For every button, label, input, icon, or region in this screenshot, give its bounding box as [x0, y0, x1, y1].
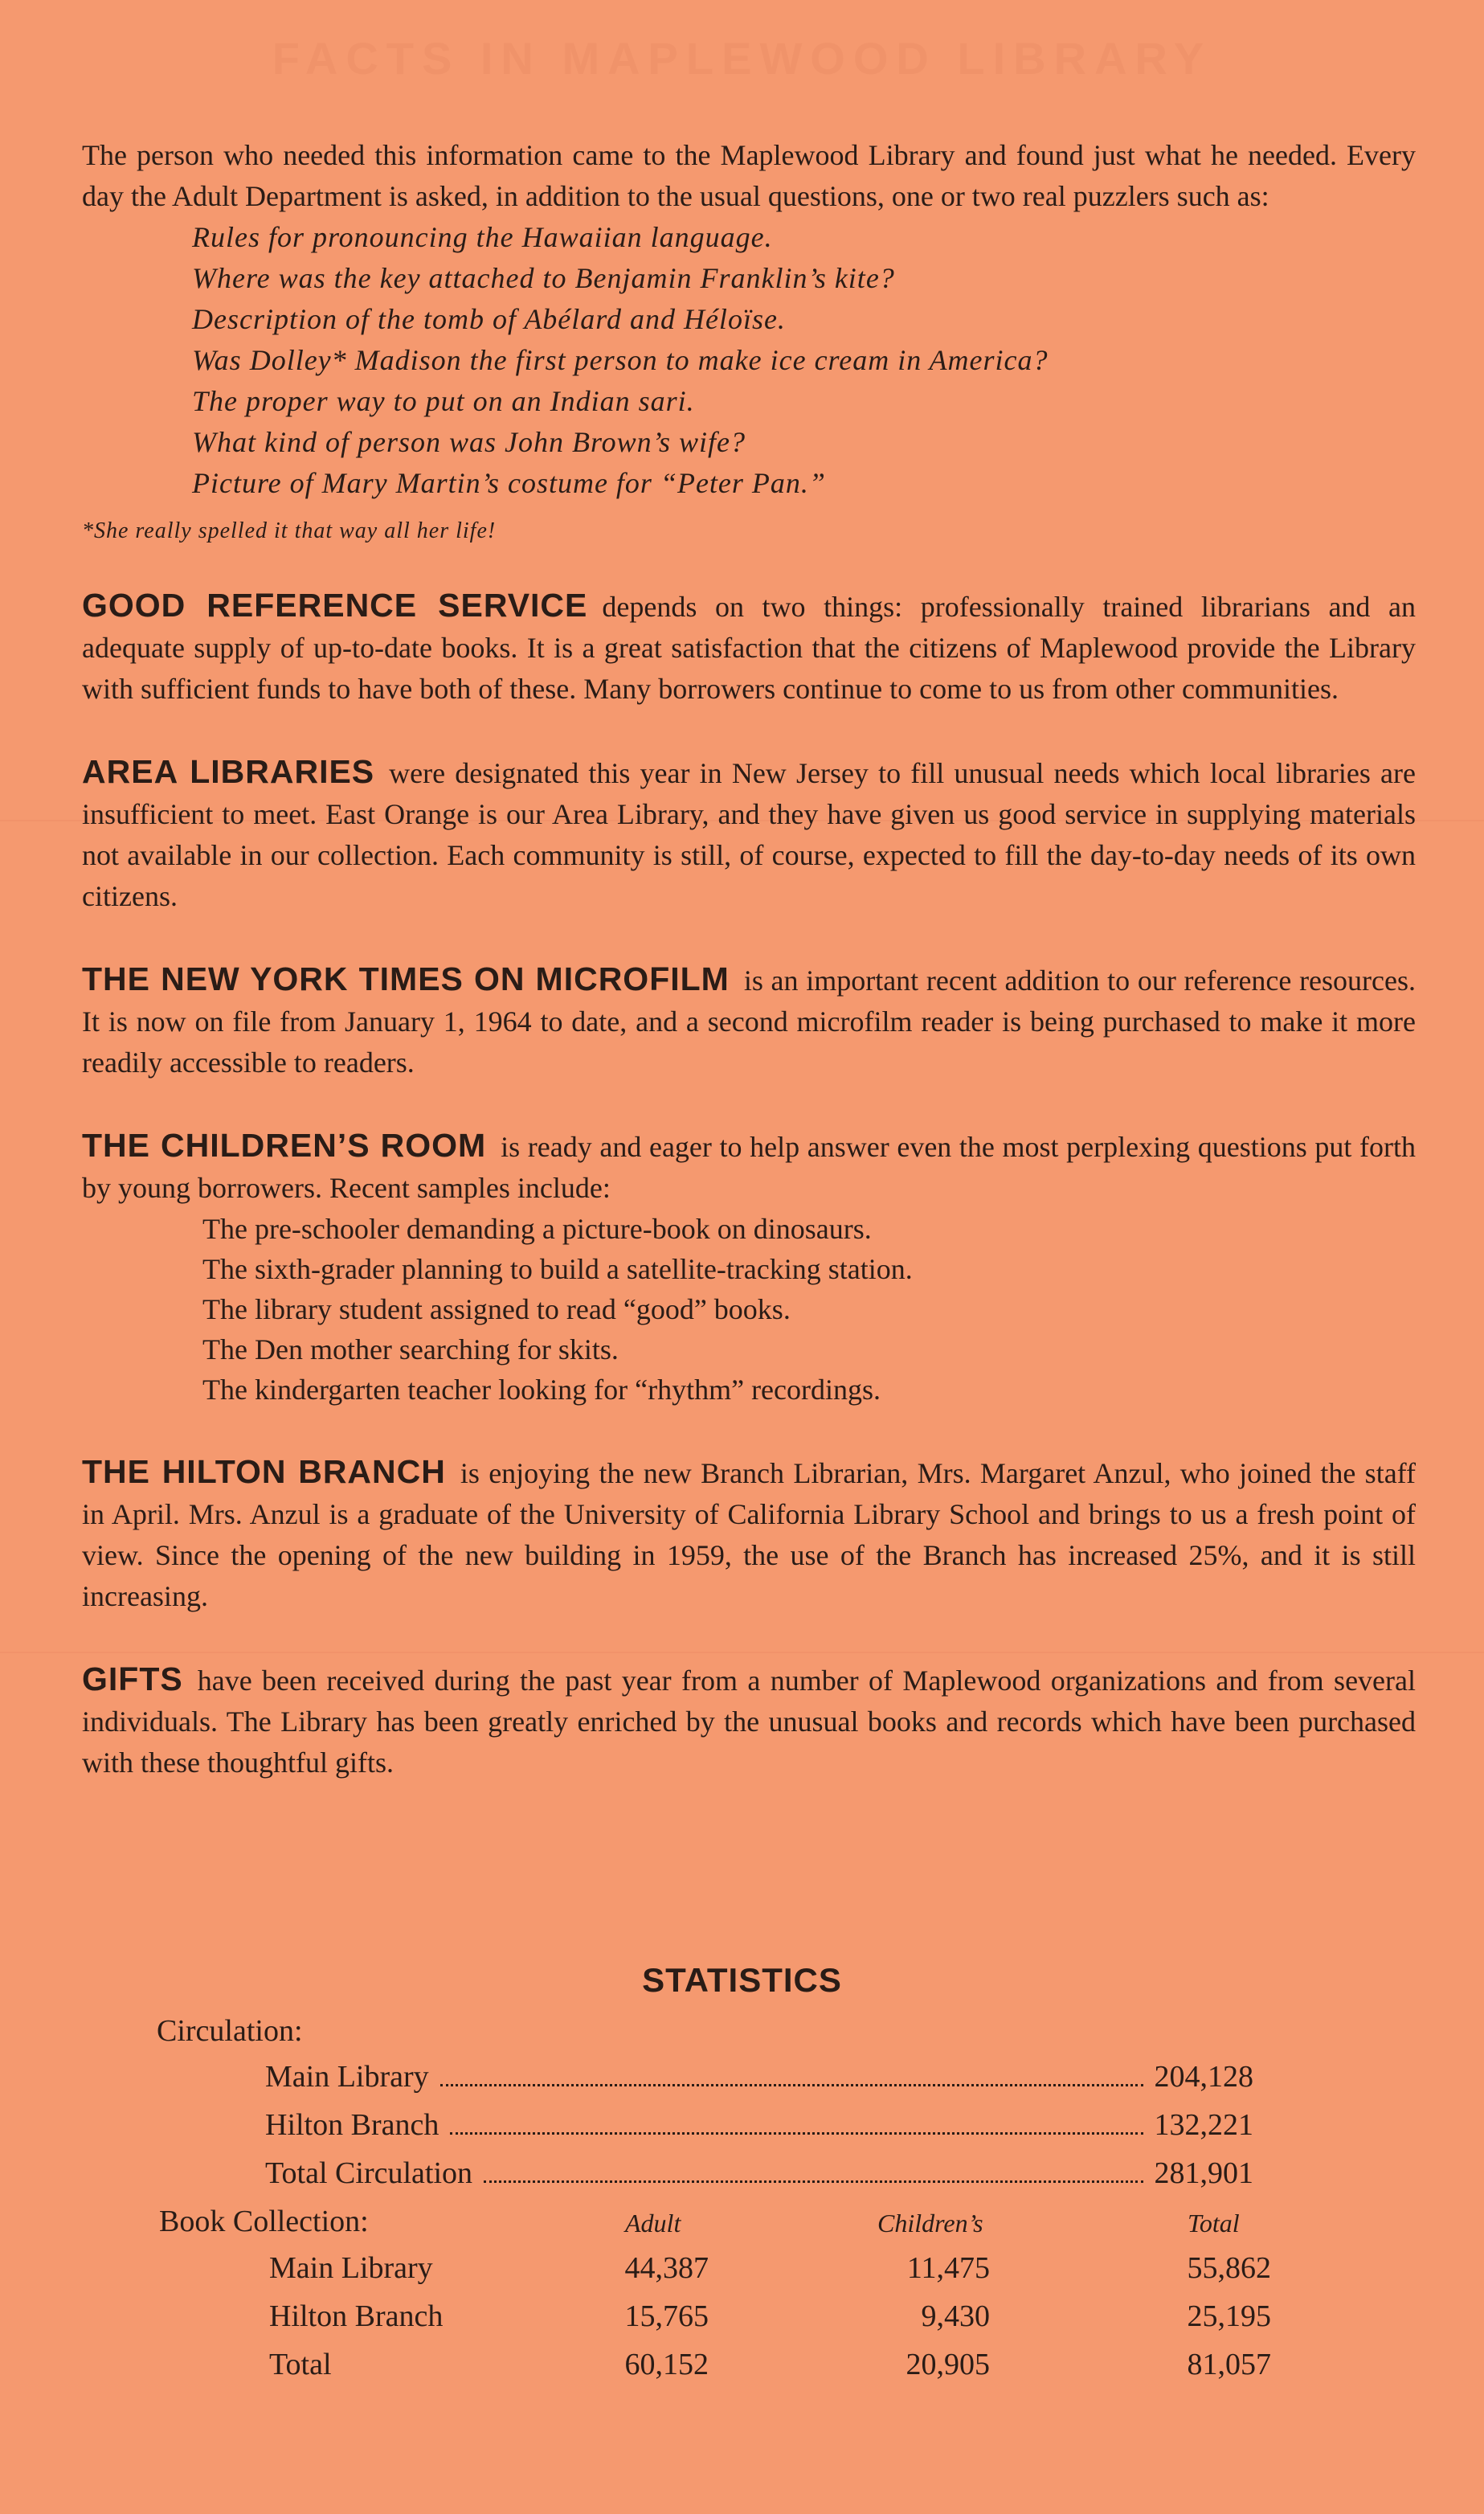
- section-heading: THE NEW YORK TIMES ON MICROFILM: [82, 960, 730, 997]
- bleed-through-heading: FACTS IN MAPLEWOOD LIBRARY: [272, 33, 1212, 84]
- collection-row-label: Main Library: [269, 2251, 433, 2285]
- section-reference: [82, 585, 1416, 710]
- section-childrens-room: [82, 1125, 1416, 1410]
- section-text: is an important recent addition to our reference resources. It is now on file from January 1, 1964 to date, and a second microfilm reader is being purchased to make it more readily accessible to readers.: [82, 964, 1416, 1079]
- cell-adult: 15,765: [624, 2299, 709, 2333]
- cell-children: 20,905: [906, 2348, 990, 2381]
- cell-adult: 44,387: [624, 2251, 709, 2285]
- section-heading: THE CHILDREN’S ROOM: [82, 1127, 487, 1164]
- row-label: Total Circulation: [265, 2156, 473, 2190]
- list-item: Picture of Mary Martin’s costume for “Peter Pan.”: [192, 467, 826, 499]
- body-text: [82, 135, 1416, 1783]
- circulation-row: [265, 2107, 1253, 2143]
- circulation-row: [265, 2156, 1253, 2191]
- collection-label: Book Collection:: [159, 2205, 369, 2238]
- section-heading: AREA LIBRARIES: [82, 753, 375, 790]
- circulation-row: [265, 2059, 1253, 2094]
- list-item: Description of the tomb of Abélard and Héloïse.: [192, 303, 786, 335]
- dot-leader: [484, 2180, 1143, 2183]
- dot-leader: [440, 2084, 1143, 2086]
- section-heading: THE HILTON BRANCH: [82, 1453, 446, 1490]
- row-label: Hilton Branch: [265, 2108, 439, 2142]
- section-text: is enjoying the new Branch Librarian, Mrs. Margaret Anzul, who joined the staff in April. Mrs. Anzul is a graduate of the University of California Library School and brings to us a fresh point of view. Since the opening of the new building in 1959, the use of the Branch has increased 25%, and it is still increasing.: [82, 1457, 1416, 1612]
- section-text: depends on two things: professionally trained librarians and an adequate supply of up-to-date books. It is a great satisfaction that the citizens of Maplewood provide the Library with sufficient funds to have both of these. Many borrowers continue to come to us from other communities.: [82, 591, 1416, 705]
- childrens-samples-list: [202, 1209, 1416, 1410]
- section-heading: GIFTS: [82, 1660, 183, 1697]
- section-nyt-microfilm: [82, 959, 1416, 1083]
- puzzlers-list: [192, 217, 1416, 504]
- column-header: Children’s: [877, 2209, 983, 2238]
- intro-paragraph: The person who needed this information came to the Maplewood Library and found just what he needed. Every day the Adult Department is asked, in addition to the usual questions, one or two real puzzlers such as:: [82, 139, 1416, 212]
- dot-leader: [450, 2132, 1143, 2135]
- cell-total: 55,862: [1187, 2251, 1271, 2285]
- section-text: is ready and eager to help answer even the most perplexing questions put forth by young borrowers. Recent samples include:: [82, 1131, 1416, 1204]
- cell-total: 81,057: [1187, 2348, 1271, 2381]
- section-area-libraries: [82, 751, 1416, 917]
- row-value: 132,221: [1154, 2108, 1253, 2142]
- section-text: were designated this year in New Jersey to fill unusual needs which local libraries are insufficient to meet. East Orange is our Area Library, and they have given us good service in supplying materials not available in our collection. Each community is still, of course, expected to fill the day-to-day needs of its own citizens.: [82, 757, 1416, 912]
- list-item: What kind of person was John Brown’s wife?: [192, 426, 746, 458]
- collection-row-label: Hilton Branch: [269, 2299, 444, 2333]
- section-text: have been received during the past year from a number of Maplewood organizations and from several individuals. The Library has been greatly enriched by the unusual books and records which have been purchased with these thoughtful gifts.: [82, 1664, 1416, 1779]
- list-item: The kindergarten teacher looking for “rhythm” recordings.: [202, 1374, 881, 1406]
- cell-children: 11,475: [906, 2251, 990, 2285]
- row-value: 281,901: [1154, 2156, 1253, 2190]
- column-header: Adult: [625, 2209, 681, 2238]
- circulation-label: Circulation:: [157, 2014, 303, 2048]
- list-item: Was Dolley* Madison the first person to make ice cream in America?: [192, 344, 1049, 376]
- row-label: Main Library: [265, 2060, 429, 2094]
- list-item: The library student assigned to read “good” books.: [202, 1293, 791, 1325]
- row-value: 204,128: [1154, 2060, 1253, 2094]
- list-item: The sixth-grader planning to build a satellite-tracking station.: [202, 1253, 913, 1285]
- footnote: *She really spelled it that way all her life!: [82, 518, 497, 543]
- list-item: The pre-schooler demanding a picture-book on dinosaurs.: [202, 1213, 872, 1245]
- statistics-title: STATISTICS: [642, 1961, 842, 1999]
- list-item: Where was the key attached to Benjamin Franklin’s kite?: [192, 262, 895, 294]
- cell-adult: 60,152: [624, 2348, 709, 2381]
- section-heading: GOOD REFERENCE SERVICE: [82, 587, 588, 624]
- list-item: Rules for pronouncing the Hawaiian language.: [192, 221, 773, 253]
- cell-total: 25,195: [1187, 2299, 1271, 2333]
- list-item: The Den mother searching for skits.: [202, 1333, 619, 1366]
- column-header: Total: [1188, 2209, 1240, 2238]
- collection-row-label: Total: [269, 2348, 332, 2381]
- cell-children: 9,430: [921, 2299, 990, 2333]
- list-item: The proper way to put on an Indian sari.: [192, 385, 695, 417]
- section-hilton-branch: [82, 1451, 1416, 1617]
- section-gifts: [82, 1659, 1416, 1783]
